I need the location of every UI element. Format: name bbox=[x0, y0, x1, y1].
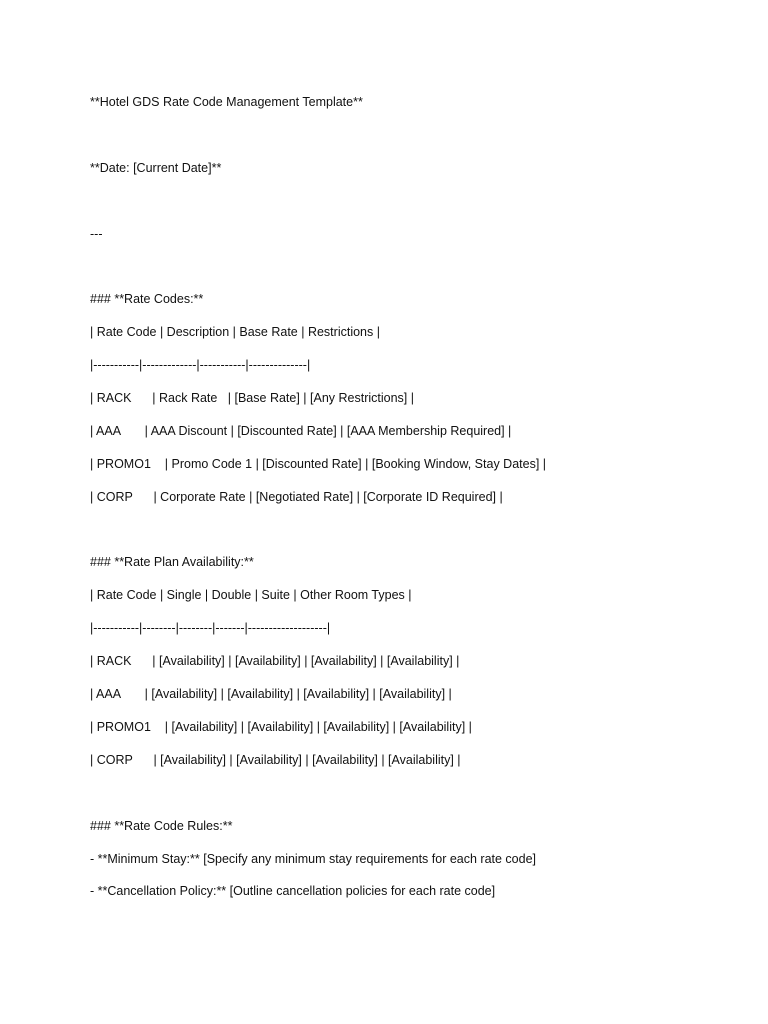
document-date: **Date: [Current Date]** bbox=[90, 161, 222, 175]
rate-codes-divider-row: |-----------|-------------|-----------|--------------| bbox=[90, 358, 311, 372]
availability-row: | AAA | [Availability] | [Availability] | [Availability] | [Availability] | bbox=[90, 687, 452, 701]
rate-codes-heading: ### **Rate Codes:** bbox=[90, 292, 204, 306]
rate-codes-row: | PROMO1 | Promo Code 1 | [Discounted Rate] | [Booking Window, Stay Dates] | bbox=[90, 457, 547, 471]
rules-heading: ### **Rate Code Rules:** bbox=[90, 819, 233, 833]
rate-codes-row: | AAA | AAA Discount | [Discounted Rate] | [AAA Membership Required] | bbox=[90, 424, 512, 438]
document-title: **Hotel GDS Rate Code Management Template** bbox=[90, 95, 363, 109]
rules-item-cancellation-policy: - **Cancellation Policy:** [Outline cancellation policies for each rate code] bbox=[90, 884, 496, 898]
rules-item-minimum-stay: - **Minimum Stay:** [Specify any minimum stay requirements for each rate code] bbox=[90, 852, 537, 866]
rate-codes-header-row: | Rate Code | Description | Base Rate | Restrictions | bbox=[90, 325, 380, 339]
availability-row: | RACK | [Availability] | [Availability] | [Availability] | [Availability] | bbox=[90, 654, 460, 668]
availability-divider-row: |-----------|--------|--------|-------|-------------------| bbox=[90, 621, 331, 635]
rate-codes-row: | RACK | Rack Rate | [Base Rate] | [Any Restrictions] | bbox=[90, 391, 414, 405]
availability-header-row: | Rate Code | Single | Double | Suite | Other Room Types | bbox=[90, 588, 412, 602]
section-separator: --- bbox=[90, 227, 103, 241]
rate-codes-row: | CORP | Corporate Rate | [Negotiated Rate] | [Corporate ID Required] | bbox=[90, 490, 503, 504]
availability-row: | CORP | [Availability] | [Availability] | [Availability] | [Availability] | bbox=[90, 753, 461, 767]
availability-row: | PROMO1 | [Availability] | [Availability] | [Availability] | [Availability] | bbox=[90, 720, 472, 734]
availability-heading: ### **Rate Plan Availability:** bbox=[90, 555, 254, 569]
